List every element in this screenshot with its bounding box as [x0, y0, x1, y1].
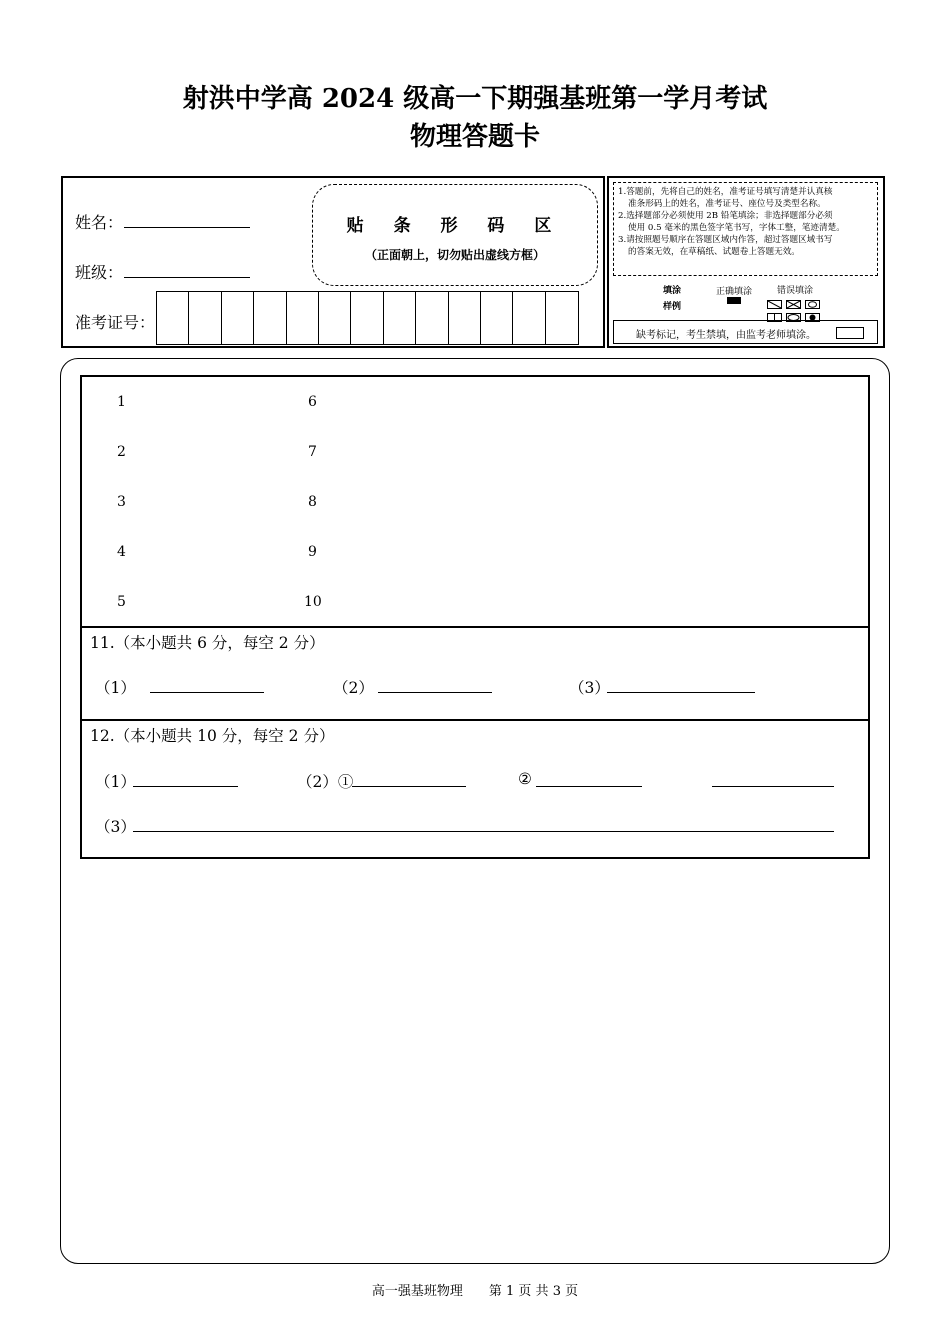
choice-section: [80, 375, 870, 628]
q12-blank3-label: （3）: [95, 818, 136, 836]
exam-id-cell[interactable]: [319, 292, 351, 344]
choice-number: 8: [308, 494, 317, 510]
sample-label-1: 填涂: [663, 286, 682, 296]
q12-blank2b-label: ②: [518, 770, 532, 788]
choice-number: 6: [308, 394, 317, 410]
correct-fill-icon: [727, 297, 741, 304]
choice-number: 1: [117, 394, 126, 410]
exam-id-cell[interactable]: [546, 292, 578, 344]
q11-blank1[interactable]: [150, 691, 264, 693]
q12-blank2-label: （2）①: [297, 773, 354, 791]
instruction-1a: 1.答题前，先将自己的姓名，准考证号填写清楚并认真核: [618, 187, 833, 197]
exam-id-grid: [156, 291, 579, 345]
q12-blank1[interactable]: [133, 785, 238, 787]
barcode-title: 贴 条 形 码 区: [346, 216, 564, 236]
class-label: 班级：: [75, 263, 124, 282]
q11-title: 11.（本小题共 6 分，每空 2 分）: [90, 634, 325, 652]
choice-number: 2: [117, 444, 126, 460]
absent-mark-checkbox[interactable]: [836, 327, 864, 339]
page-footer: 高一强基班物理 第 1 页 共 3 页: [371, 1284, 579, 1299]
exam-id-cell[interactable]: [254, 292, 286, 344]
exam-id-cell[interactable]: [481, 292, 513, 344]
sample-label-2: 样例: [663, 302, 682, 312]
q12-title: 12.（本小题共 10 分，每空 2 分）: [90, 727, 335, 745]
choice-number: 9: [308, 544, 317, 560]
q12-blank2[interactable]: [352, 785, 466, 787]
exam-id-cell[interactable]: [384, 292, 416, 344]
q12-blank1-label: （1）: [95, 773, 136, 791]
absent-mark-box: [613, 320, 878, 344]
q12-blank2b[interactable]: [536, 785, 642, 787]
exam-id-cell[interactable]: [416, 292, 448, 344]
class-field[interactable]: [124, 276, 250, 278]
barcode-area: [312, 184, 598, 286]
exam-id-label: 准考证号：: [75, 313, 156, 332]
instruction-1b: 准条形码上的姓名，准考证号、座位号及类型名称。: [628, 199, 826, 209]
q12-blank3[interactable]: [133, 830, 834, 832]
q11-blank3[interactable]: [607, 691, 755, 693]
exam-id-cell[interactable]: [513, 292, 545, 344]
correct-fill-label: 正确填涂: [716, 287, 753, 297]
instruction-3b: 的答案无效，在草稿纸、试题卷上答题无效。: [628, 247, 800, 257]
q11-blank3-label: （3）: [569, 679, 610, 697]
q11-blank2[interactable]: [378, 691, 492, 693]
q11-blank2-label: （2）: [333, 679, 374, 697]
answer-sheet-title: 物理答题卡: [409, 122, 540, 152]
choice-number: 3: [117, 494, 126, 510]
choice-number: 7: [308, 444, 317, 460]
absent-mark-text: 缺考标记，考生禁填，由监考老师填涂。: [636, 330, 816, 341]
choice-number: 4: [117, 544, 126, 560]
exam-id-cell[interactable]: [287, 292, 319, 344]
instruction-3a: 3.请按照题号顺序在答题区域内作答，超过答题区域书写: [618, 235, 833, 245]
choice-number: 10: [304, 594, 322, 610]
q11-blank1-label: （1）: [95, 679, 136, 697]
barcode-subtitle: （正面朝上，切勿贴出虚线方框）: [364, 248, 545, 262]
exam-id-cell[interactable]: [157, 292, 189, 344]
wrong-fill-label: 错误填涂: [777, 286, 814, 296]
instruction-2a: 2.选择题部分必须使用 2B 铅笔填涂；非选择题部分必须: [618, 211, 833, 221]
exam-id-cell[interactable]: [189, 292, 221, 344]
instruction-2b: 使用 0.5 毫米的黑色签字笔书写，字体工整，笔迹清楚。: [628, 223, 845, 233]
exam-id-cell[interactable]: [449, 292, 481, 344]
choice-number: 5: [117, 594, 126, 610]
exam-title: 射洪中学高 2024 级高一下期强基班第一学月考试: [182, 84, 768, 114]
name-label: 姓名：: [75, 213, 124, 232]
exam-id-cell[interactable]: [351, 292, 383, 344]
name-field[interactable]: [124, 226, 250, 228]
instructions: [613, 182, 878, 276]
q12-blank2c[interactable]: [712, 785, 834, 787]
exam-id-cell[interactable]: [222, 292, 254, 344]
